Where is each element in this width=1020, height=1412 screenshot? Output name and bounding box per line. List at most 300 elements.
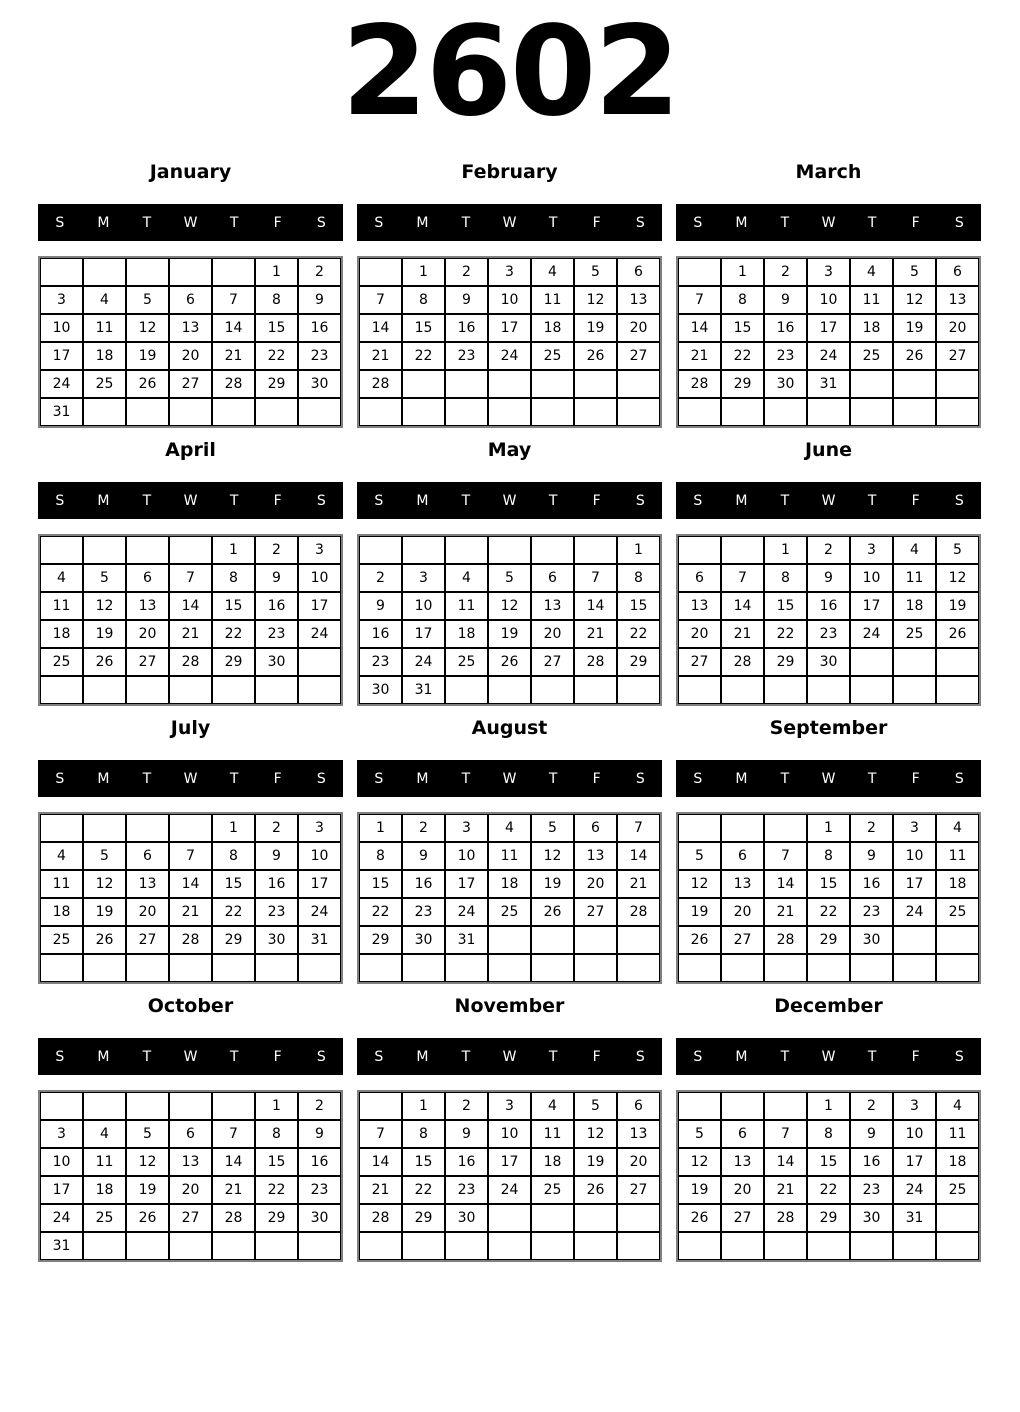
empty-day-cell [678,676,721,704]
week-row [359,536,660,564]
month-title: October [147,995,234,1017]
day-cell: 3 [893,814,936,842]
day-cell: 30 [255,926,298,954]
weekday-label: T [548,492,558,509]
day-cell: 30 [359,676,402,704]
empty-day-cell [936,676,979,704]
week-row [678,592,979,620]
empty-day-cell [531,536,574,564]
empty-day-cell [617,398,660,426]
week-row [40,676,341,704]
day-cell: 11 [936,842,979,870]
day-cell: 12 [488,592,531,620]
day-cell: 16 [298,1148,341,1176]
week-row [359,620,660,648]
day-cell: 31 [40,1232,83,1260]
weekday-label: M [735,1048,748,1065]
day-cell: 20 [126,620,169,648]
empty-day-cell [169,1232,212,1260]
week-row [678,286,979,314]
weekday-header-bar [676,482,981,519]
month-days-table [676,812,981,984]
day-cell: 15 [402,314,445,342]
empty-day-cell [40,258,83,286]
day-cell: 7 [574,564,617,592]
month-block-april [38,438,343,706]
day-cell: 8 [807,842,850,870]
day-cell: 14 [721,592,764,620]
week-row [40,398,341,426]
day-cell: 22 [721,342,764,370]
day-cell: 14 [764,870,807,898]
day-cell: 29 [402,1204,445,1232]
month-days-table [676,256,981,428]
empty-day-cell [850,370,893,398]
week-row [40,842,341,870]
weekday-label: S [635,214,645,231]
day-cell: 21 [574,620,617,648]
month-block-december [676,994,981,1262]
empty-day-cell [531,954,574,982]
empty-day-cell [169,398,212,426]
month-days-body [40,1092,341,1260]
day-cell: 4 [531,258,574,286]
day-cell: 30 [850,926,893,954]
day-cell: 4 [936,1092,979,1120]
empty-day-cell [169,954,212,982]
weekday-label: M [416,770,429,787]
day-cell: 7 [764,842,807,870]
weekday-label: W [183,770,198,787]
day-cell: 10 [893,1120,936,1148]
empty-day-cell [807,1232,850,1260]
day-cell: 31 [40,398,83,426]
day-cell: 29 [807,926,850,954]
empty-day-cell [721,1232,764,1260]
week-row [359,870,660,898]
week-row [678,342,979,370]
day-cell: 25 [531,342,574,370]
day-cell: 23 [850,898,893,926]
day-cell: 28 [169,926,212,954]
day-cell: 12 [126,1148,169,1176]
day-cell: 17 [488,1148,531,1176]
day-cell: 2 [764,258,807,286]
day-cell: 31 [298,926,341,954]
week-row [678,926,979,954]
week-row [40,536,341,564]
day-cell: 28 [678,370,721,398]
day-cell: 5 [83,564,126,592]
day-cell: 4 [445,564,488,592]
empty-day-cell [126,676,169,704]
weekday-label: T [780,492,790,509]
day-cell: 9 [445,286,488,314]
day-cell: 28 [617,898,660,926]
day-cell: 21 [212,1176,255,1204]
day-cell: 3 [893,1092,936,1120]
day-cell: 18 [40,620,83,648]
day-cell: 12 [678,1148,721,1176]
weekday-label: T [867,770,877,787]
weekday-label: S [635,492,645,509]
day-cell: 21 [617,870,660,898]
day-cell: 6 [169,286,212,314]
weekday-label: T [548,770,558,787]
empty-day-cell [678,536,721,564]
empty-day-cell [574,1232,617,1260]
month-title: December [774,995,883,1017]
day-cell: 28 [169,648,212,676]
weekday-label: W [821,1048,836,1065]
month-title: August [471,717,548,739]
day-cell: 27 [617,342,660,370]
day-cell: 19 [936,592,979,620]
weekday-label: S [635,770,645,787]
day-cell: 18 [40,898,83,926]
day-cell: 15 [402,1148,445,1176]
empty-day-cell [488,1232,531,1260]
day-cell: 3 [850,536,893,564]
day-cell: 2 [359,564,402,592]
day-cell: 15 [617,592,660,620]
month-days-table [38,256,343,428]
week-row [40,814,341,842]
day-cell: 25 [445,648,488,676]
empty-day-cell [126,1232,169,1260]
day-cell: 24 [298,898,341,926]
day-cell: 7 [721,564,764,592]
day-cell: 28 [212,1204,255,1232]
weekday-header-bar [38,1038,343,1075]
empty-day-cell [936,1204,979,1232]
day-cell: 23 [298,1176,341,1204]
day-cell: 3 [298,814,341,842]
day-cell: 26 [678,926,721,954]
day-cell: 13 [721,1148,764,1176]
weekday-label: W [183,492,198,509]
day-cell: 13 [169,1148,212,1176]
day-cell: 3 [488,1092,531,1120]
day-cell: 13 [721,870,764,898]
weekday-label: M [416,492,429,509]
empty-day-cell [936,926,979,954]
empty-day-cell [574,536,617,564]
day-cell: 22 [255,1176,298,1204]
day-cell: 13 [617,1120,660,1148]
month-days-table [357,812,662,984]
week-row [359,1232,660,1260]
weekday-label: F [911,770,920,787]
month-days-body [678,258,979,426]
day-cell: 22 [359,898,402,926]
day-cell: 26 [893,342,936,370]
day-cell: 25 [83,1204,126,1232]
day-cell: 13 [126,870,169,898]
weekday-label: T [780,1048,790,1065]
day-cell: 15 [359,870,402,898]
weekday-label: T [142,770,152,787]
day-cell: 24 [488,342,531,370]
day-cell: 5 [574,1092,617,1120]
empty-day-cell [40,1092,83,1120]
weekday-label: W [183,1048,198,1065]
day-cell: 20 [169,342,212,370]
weekday-label: M [735,770,748,787]
day-cell: 19 [531,870,574,898]
day-cell: 9 [807,564,850,592]
empty-day-cell [936,370,979,398]
month-days-body [359,258,660,426]
day-cell: 10 [298,842,341,870]
day-cell: 19 [83,620,126,648]
day-cell: 8 [721,286,764,314]
empty-day-cell [764,1092,807,1120]
day-cell: 18 [936,870,979,898]
day-cell: 23 [445,342,488,370]
day-cell: 19 [574,314,617,342]
day-cell: 18 [83,342,126,370]
day-cell: 11 [531,1120,574,1148]
week-row [359,398,660,426]
week-row [40,1148,341,1176]
day-cell: 6 [721,1120,764,1148]
day-cell: 18 [531,1148,574,1176]
day-cell: 7 [212,286,255,314]
empty-day-cell [488,398,531,426]
day-cell: 26 [531,898,574,926]
day-cell: 16 [850,1148,893,1176]
day-cell: 4 [850,258,893,286]
weekday-label: T [780,214,790,231]
empty-day-cell [678,1232,721,1260]
weekday-header-bar [676,760,981,797]
day-cell: 10 [488,286,531,314]
day-cell: 28 [212,370,255,398]
weekday-label: W [502,1048,517,1065]
weekday-label: S [316,214,326,231]
day-cell: 31 [807,370,850,398]
day-cell: 9 [298,1120,341,1148]
day-cell: 15 [807,870,850,898]
day-cell: 20 [617,1148,660,1176]
empty-day-cell [40,536,83,564]
month-block-february [357,160,662,428]
day-cell: 16 [255,592,298,620]
month-days-body [359,536,660,704]
day-cell: 26 [126,370,169,398]
month-title: January [149,161,232,183]
weekday-header-bar [357,760,662,797]
day-cell: 20 [936,314,979,342]
day-cell: 9 [850,842,893,870]
day-cell: 28 [764,1204,807,1232]
empty-day-cell [721,536,764,564]
day-cell: 6 [678,564,721,592]
day-cell: 8 [359,842,402,870]
day-cell: 16 [445,314,488,342]
empty-day-cell [936,954,979,982]
empty-day-cell [359,1092,402,1120]
day-cell: 2 [298,258,341,286]
day-cell: 24 [893,1176,936,1204]
empty-day-cell [893,954,936,982]
empty-day-cell [807,398,850,426]
week-row [678,258,979,286]
weekday-label: M [97,492,110,509]
empty-day-cell [402,370,445,398]
day-cell: 18 [445,620,488,648]
day-cell: 29 [212,926,255,954]
month-block-june [676,438,981,706]
empty-day-cell [531,1232,574,1260]
weekday-label: F [592,214,601,231]
day-cell: 25 [936,1176,979,1204]
day-cell: 8 [764,564,807,592]
empty-day-cell [488,1204,531,1232]
day-cell: 3 [488,258,531,286]
day-cell: 10 [298,564,341,592]
week-row [359,1204,660,1232]
month-days-body [678,814,979,982]
month-title: November [454,995,565,1017]
day-cell: 23 [807,620,850,648]
weekday-label: W [821,770,836,787]
week-row [678,1232,979,1260]
empty-day-cell [678,398,721,426]
weekday-label: T [461,492,471,509]
week-row [359,286,660,314]
day-cell: 5 [936,536,979,564]
day-cell: 19 [574,1148,617,1176]
month-days-table [357,1090,662,1262]
week-row [40,620,341,648]
day-cell: 25 [40,648,83,676]
day-cell: 5 [126,286,169,314]
empty-day-cell [402,1232,445,1260]
day-cell: 15 [255,314,298,342]
month-days-table [38,812,343,984]
week-row [359,676,660,704]
week-row [359,564,660,592]
empty-day-cell [721,676,764,704]
day-cell: 24 [298,620,341,648]
week-row [359,954,660,982]
empty-day-cell [83,258,126,286]
empty-day-cell [893,676,936,704]
weekday-label: T [867,214,877,231]
day-cell: 27 [126,926,169,954]
day-cell: 2 [807,536,850,564]
day-cell: 22 [807,1176,850,1204]
day-cell: 2 [298,1092,341,1120]
day-cell: 1 [359,814,402,842]
week-row [40,926,341,954]
day-cell: 31 [893,1204,936,1232]
day-cell: 19 [126,1176,169,1204]
empty-day-cell [531,1204,574,1232]
empty-day-cell [255,676,298,704]
empty-day-cell [617,676,660,704]
day-cell: 20 [574,870,617,898]
day-cell: 20 [721,898,764,926]
day-cell: 16 [255,870,298,898]
week-row [40,1204,341,1232]
day-cell: 3 [40,286,83,314]
day-cell: 5 [531,814,574,842]
weekday-label: M [416,214,429,231]
day-cell: 14 [359,1148,402,1176]
empty-day-cell [126,398,169,426]
day-cell: 30 [807,648,850,676]
day-cell: 22 [402,342,445,370]
weekday-label: W [502,214,517,231]
day-cell: 24 [488,1176,531,1204]
week-row [359,370,660,398]
month-days-body [678,536,979,704]
day-cell: 30 [255,648,298,676]
day-cell: 20 [678,620,721,648]
empty-day-cell [850,954,893,982]
day-cell: 7 [678,286,721,314]
day-cell: 10 [893,842,936,870]
month-days-table [357,534,662,706]
empty-day-cell [126,954,169,982]
empty-day-cell [298,954,341,982]
month-block-november [357,994,662,1262]
week-row [40,286,341,314]
week-row [359,648,660,676]
weekday-label: S [374,492,384,509]
day-cell: 5 [574,258,617,286]
empty-day-cell [574,1204,617,1232]
empty-day-cell [445,398,488,426]
weekday-label: T [461,1048,471,1065]
weekday-label: S [374,770,384,787]
weekday-label: S [374,214,384,231]
empty-day-cell [488,370,531,398]
month-title: April [165,439,216,461]
empty-day-cell [936,1232,979,1260]
weekday-label: S [55,214,65,231]
day-cell: 27 [169,1204,212,1232]
day-cell: 5 [83,842,126,870]
weekday-label: S [693,492,703,509]
month-block-october [38,994,343,1262]
day-cell: 28 [359,370,402,398]
empty-day-cell [488,954,531,982]
day-cell: 28 [721,648,764,676]
day-cell: 20 [721,1176,764,1204]
day-cell: 13 [169,314,212,342]
day-cell: 10 [807,286,850,314]
day-cell: 14 [359,314,402,342]
day-cell: 1 [721,258,764,286]
day-cell: 29 [617,648,660,676]
day-cell: 10 [445,842,488,870]
day-cell: 7 [359,286,402,314]
day-cell: 27 [678,648,721,676]
day-cell: 1 [255,258,298,286]
day-cell: 28 [574,648,617,676]
day-cell: 14 [617,842,660,870]
day-cell: 2 [850,1092,893,1120]
empty-day-cell [359,398,402,426]
empty-day-cell [574,676,617,704]
day-cell: 12 [126,314,169,342]
day-cell: 16 [850,870,893,898]
weekday-header-bar [38,204,343,241]
